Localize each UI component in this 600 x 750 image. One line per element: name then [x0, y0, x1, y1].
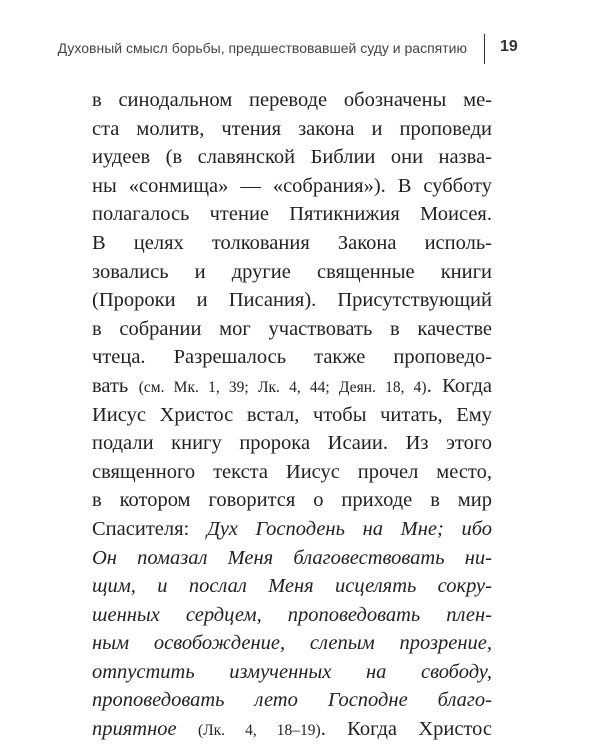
text-line [92, 401, 492, 430]
text-line [92, 286, 492, 315]
scripture-quote: приятное [92, 718, 177, 741]
scripture-quote: Дух Господень на Мне; ибо [206, 517, 493, 540]
scripture-quote: проповедовать лето Господне благо- [92, 689, 492, 712]
text-segment: в синодальном переводе обозначены ме- [92, 89, 492, 111]
body-text [92, 86, 492, 744]
text-line [92, 229, 492, 258]
citation-reference: (см. Мк. 1, 39; Лк. 4, 44; Деян. 18, 4) [138, 378, 427, 396]
text-line [92, 143, 492, 172]
text-segment: В целях толкования Закона исполь- [92, 231, 492, 254]
running-title: Духовный смысл борьбы, предшествовавшей суду и распятию [57, 40, 467, 56]
text-segment: в собрании мог участвовать в качестве [92, 317, 492, 340]
text-segment: иудеев (в славянской Библии они назва- [92, 146, 492, 169]
text-line [92, 343, 492, 372]
text-line [92, 258, 492, 287]
text-line [92, 686, 492, 715]
text-line [92, 515, 492, 544]
scripture-quote: шенных сердцем, проповедовать плен- [92, 603, 492, 626]
scripture-quote: ным освобождение, слепым прозрение, [92, 632, 492, 655]
text-segment: ста молитв, чтения закона и проповеди [92, 117, 492, 140]
citation-reference: (Лк. 4, 18–19) [197, 722, 321, 740]
text-segment: Иисус Христос встал, чтобы читать, Ему [92, 403, 492, 426]
text-line [92, 572, 492, 601]
text-segment: священного текста Иисус прочел место, [92, 460, 492, 483]
page-number: 19 [500, 38, 518, 55]
text-segment: . Когда [426, 374, 492, 397]
text-segment: зовались и другие священные книги [92, 260, 492, 283]
running-header [0, 34, 600, 66]
text-segment [177, 718, 198, 740]
text-line [92, 486, 492, 515]
text-segment: чтеца. Разрешалось также проповедо- [92, 346, 492, 369]
text-segment: вать [92, 374, 139, 397]
text-line [92, 629, 492, 658]
text-segment: Спасителя: [92, 517, 207, 540]
text-segment: (Пророки и Писания). Присутствующий [92, 289, 492, 312]
header-divider [484, 34, 485, 64]
text-line [92, 458, 492, 487]
text-line [92, 86, 492, 115]
text-segment: ны «сонмища» — «собрания»). В субботу [92, 174, 492, 197]
text-segment: подали книгу пророка Исаии. Из этого [92, 432, 492, 455]
text-line [92, 372, 492, 401]
scripture-quote: щим, и послал Меня исцелять сокру- [92, 575, 492, 598]
text-line [92, 429, 492, 458]
text-segment: полагалось чтение Пятикнижия Моисея. [92, 203, 492, 226]
text-line [92, 200, 492, 229]
text-line [92, 544, 492, 573]
text-line [92, 658, 492, 687]
text-line [92, 315, 492, 344]
text-line [92, 115, 492, 144]
scripture-quote: отпустить измученных на свободу, [92, 660, 492, 683]
text-line [92, 715, 492, 744]
text-segment: в котором говорится о приходе в мир [92, 489, 492, 512]
scripture-quote: Он помазал Меня благовествовать ни- [92, 546, 492, 569]
text-line [92, 172, 492, 201]
text-segment: . Когда Христос [320, 718, 492, 741]
text-line [92, 601, 492, 630]
